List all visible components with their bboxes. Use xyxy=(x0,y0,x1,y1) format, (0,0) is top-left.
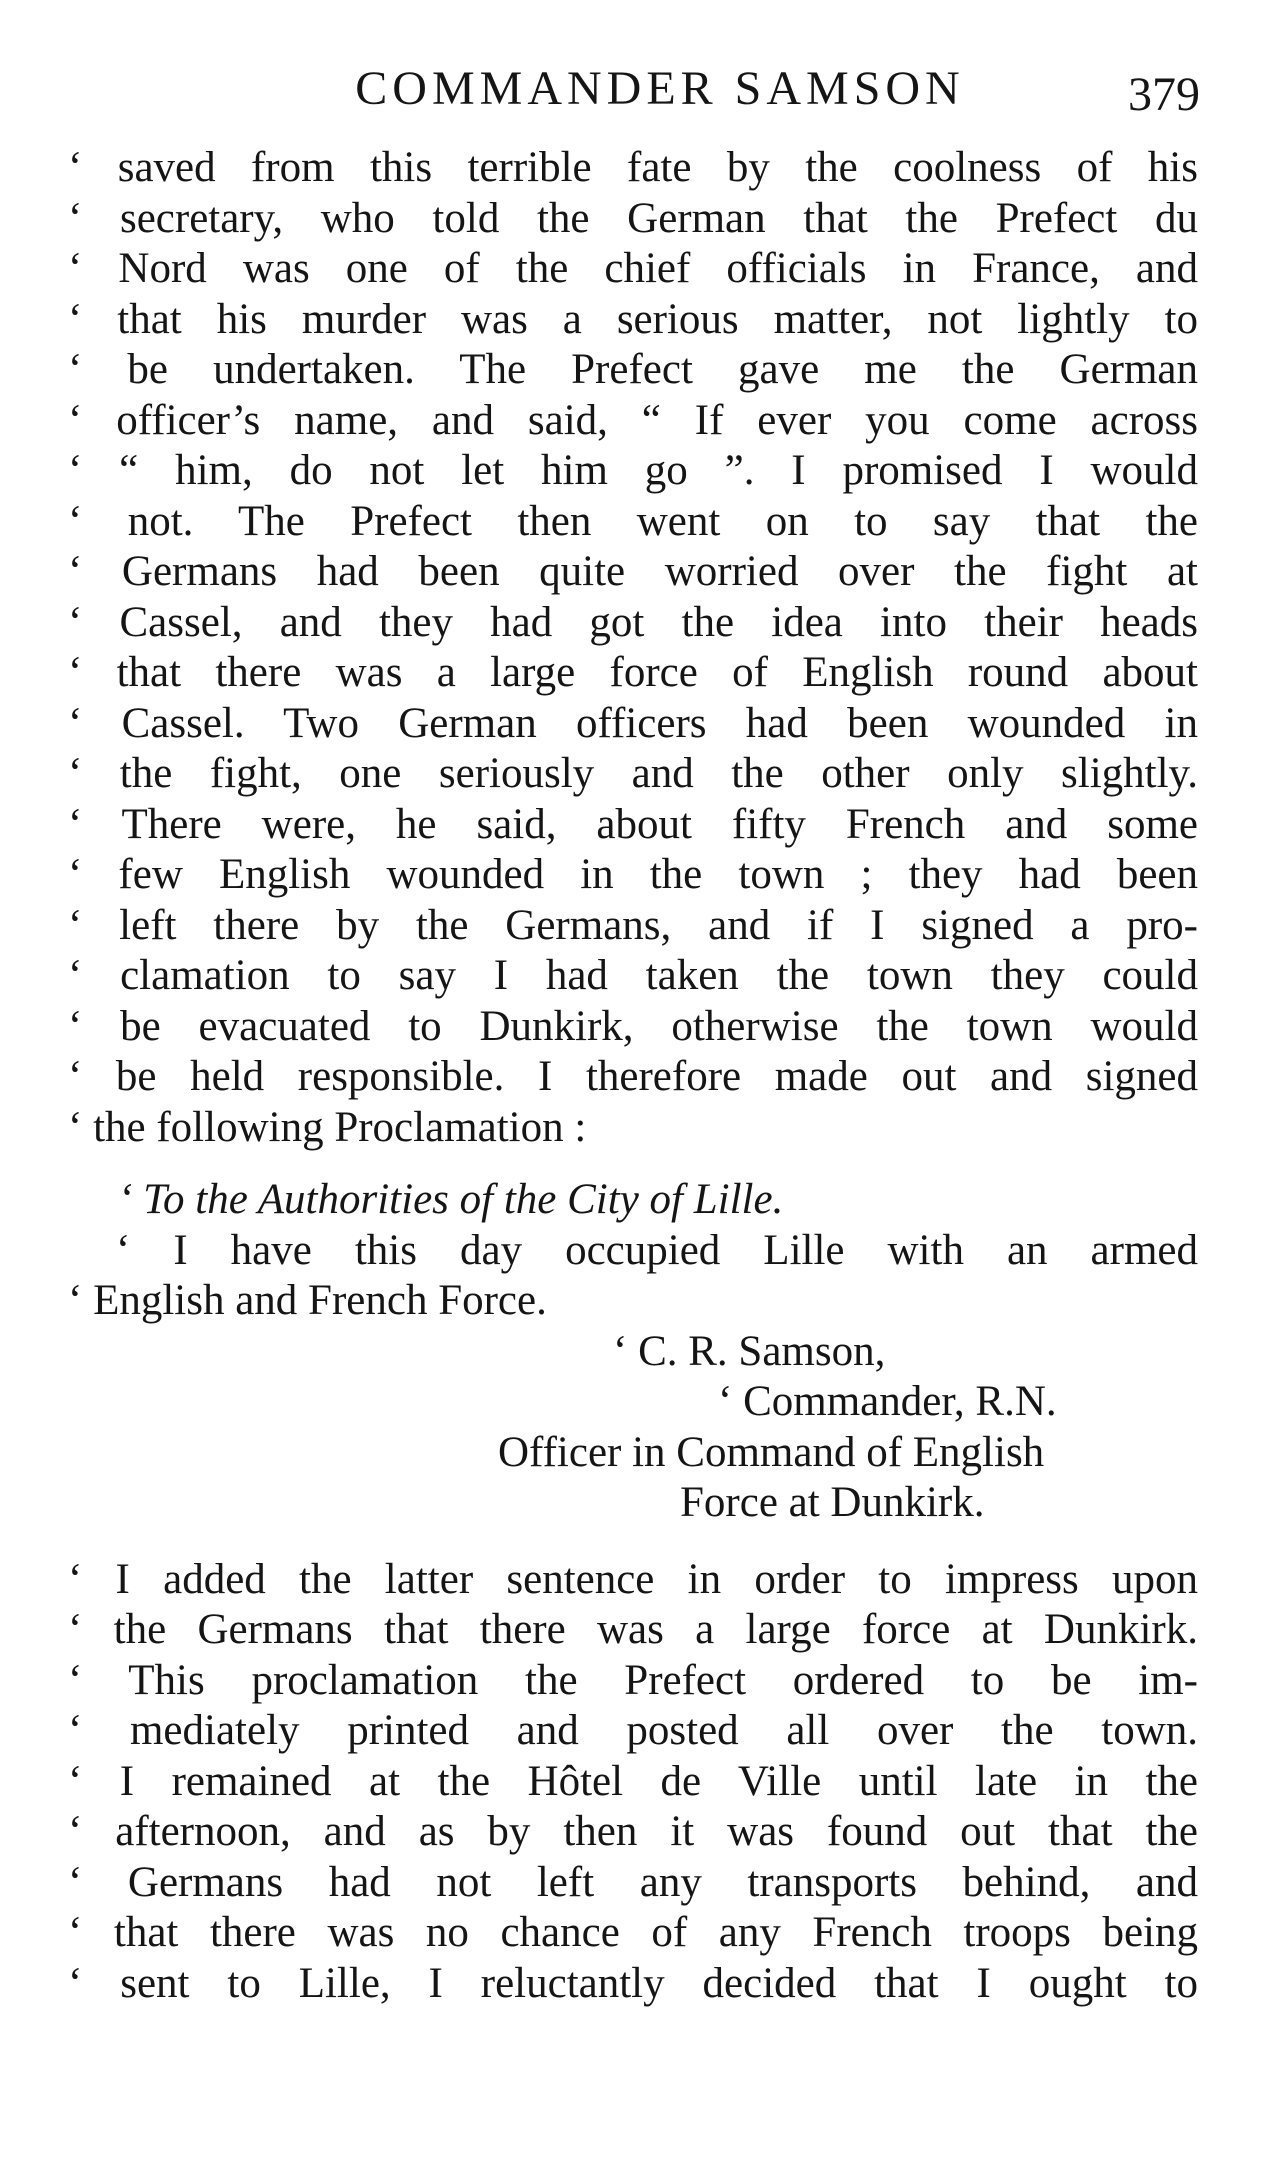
page-header xyxy=(120,54,1200,124)
text-line: ‘ left there by the Germans, and if I signed a pro- xyxy=(68,901,1198,949)
page-number: 379 xyxy=(1128,68,1200,121)
text-line: ‘ I remained at the Hôtel de Ville until late in the xyxy=(68,1757,1198,1805)
text-line: ‘ be evacuated to Dunkirk, otherwise the town would xyxy=(68,1002,1198,1050)
proclamation-heading: ‘ To the Authorities of the City of Lille. xyxy=(118,1176,784,1223)
text-line: ‘ be undertaken. The Prefect gave me the German xyxy=(68,346,1198,393)
signature-line: Officer in Command of English xyxy=(498,1428,1045,1476)
text-line: ‘ This proclamation the Prefect ordered to be im- xyxy=(68,1656,1198,1704)
text-line: ‘ Cassel, and they had got the idea into their heads xyxy=(68,598,1198,646)
signature-line: ‘ Commander, R.N. xyxy=(718,1378,1057,1425)
text-line: ‘ Germans had been quite worried over the fight at xyxy=(68,548,1198,595)
text-line: ‘ the fight, one seriously and the other only slightly. xyxy=(68,750,1198,797)
text-line: ‘ I added the latter sentence in order to impress upon xyxy=(68,1555,1198,1603)
text-line: ‘ English and French Force. xyxy=(68,1277,547,1324)
paragraph-1 xyxy=(68,143,1198,1153)
text-line: ‘ that his murder was a serious matter, not lightly to xyxy=(68,295,1198,343)
text-line: ‘ be held responsible. I therefore made out and signed xyxy=(68,1053,1198,1100)
text-line: ‘ the following Proclamation : xyxy=(68,1103,587,1151)
text-line: ‘ I have this day occupied Lille with an armed xyxy=(116,1226,1198,1274)
text-line: ‘ saved from this terrible fate by the coolness of his xyxy=(68,144,1198,191)
signature-line: ‘ C. R. Samson, xyxy=(613,1327,886,1375)
text-line: ‘ few English wounded in the town ; they had been xyxy=(68,851,1198,898)
text-line: ‘ officer’s name, and said, “ If ever you come across xyxy=(68,396,1198,444)
text-line: ‘ Nord was one of the chief officials in France, and xyxy=(68,245,1198,292)
text-line: ‘ sent to Lille, I reluctantly decided that I ought to xyxy=(68,1959,1198,2007)
text-line: ‘ mediately printed and posted all over the town. xyxy=(68,1707,1198,1754)
text-line: ‘ clamation to say I had taken the town they could xyxy=(68,952,1198,999)
text-line: ‘ not. The Prefect then went on to say that the xyxy=(68,497,1198,545)
body-text xyxy=(68,143,1198,2009)
running-head: COMMANDER SAMSON xyxy=(355,62,965,115)
text-line: ‘ the Germans that there was a large force at Dunkirk. xyxy=(68,1606,1198,1653)
text-line: ‘ that there was a large force of English round about xyxy=(68,649,1198,696)
text-line: ‘ that there was no chance of any French troops being xyxy=(68,1909,1198,1956)
signature-line: Force at Dunkirk. xyxy=(680,1479,985,1526)
proclamation-text xyxy=(68,1226,1198,1327)
text-line: ‘ afternoon, and as by then it was found out that the xyxy=(68,1808,1198,1855)
text-line: ‘ There were, he said, about fifty French and some xyxy=(68,800,1198,848)
text-line: ‘ Germans had not left any transports behind, and xyxy=(68,1858,1198,1906)
paragraph-2 xyxy=(68,1555,1198,2010)
text-line: ‘ Cassel. Two German officers had been wounded in xyxy=(68,699,1198,747)
text-line: ‘ “ him, do not let him go ”. I promised I would xyxy=(68,447,1198,494)
text-line: ‘ secretary, who told the German that the Prefect du xyxy=(68,194,1198,242)
signature-block xyxy=(68,1327,1198,1529)
